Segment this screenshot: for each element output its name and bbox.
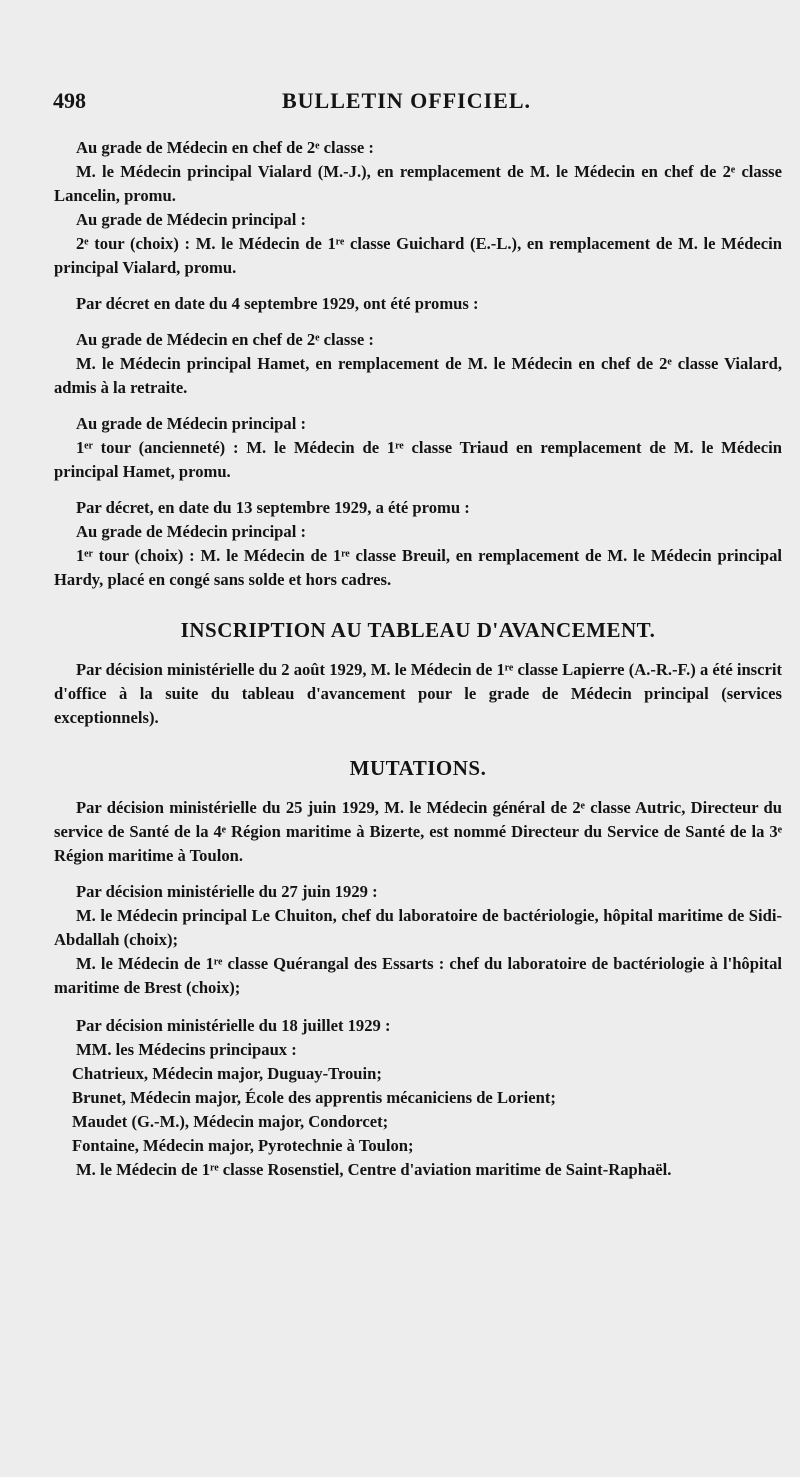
grade-heading: Au grade de Médecin principal :: [76, 414, 306, 433]
list-item: Maudet (G.-M.), Médecin major, Condorcet;: [72, 1112, 389, 1131]
paragraph: 1ᵉʳ tour (ancienneté) : M. le Médecin de 1ʳᵉ classe Triaud en remplacement de M. le Médecin principal Hamet, promu.: [54, 438, 782, 481]
page-number: 498: [53, 88, 86, 113]
grade-heading: Au grade de Médecin principal :: [76, 522, 306, 541]
list-item: Chatrieux, Médecin major, Duguay-Trouin;: [72, 1064, 382, 1083]
list-item: Fontaine, Médecin major, Pyrotechnie à Toulon;: [72, 1136, 414, 1155]
grade-heading: Au grade de Médecin principal :: [76, 210, 306, 229]
decision-paragraph: Par décision ministérielle du 18 juillet 1929 :: [76, 1016, 391, 1035]
paragraph: 2ᵉ tour (choix) : M. le Médecin de 1ʳᵉ classe Guichard (E.-L.), en remplacement de M. le Médecin principal Vialard, promu.: [54, 234, 782, 277]
paragraph: Par décision ministérielle du 25 juin 1929, M. le Médecin général de 2ᵉ classe Autric, Directeur du service de Santé de la 4ᵉ Région maritime à Bizerte, est nommé Directeur du Service de Santé de la 3ᵉ Région maritime à Toulon.: [54, 798, 782, 865]
paragraph: MM. les Médecins principaux :: [76, 1040, 297, 1059]
paragraph: M. le Médecin de 1ʳᵉ classe Rosenstiel, Centre d'aviation maritime de Saint-Raphaël.: [76, 1160, 672, 1179]
paragraph: M. le Médecin principal Hamet, en remplacement de M. le Médecin en chef de 2ᵉ classe Vialard, admis à la retraite.: [54, 354, 782, 397]
decree-paragraph: Par décret en date du 4 septembre 1929, ont été promus :: [76, 294, 479, 313]
paragraph: 1ᵉʳ tour (choix) : M. le Médecin de 1ʳᵉ classe Breuil, en remplacement de M. le Médecin principal Hardy, placé en congé sans solde et hors cadres.: [54, 546, 782, 589]
section-title-inscription: INSCRIPTION AU TABLEAU D'AVANCEMENT.: [180, 618, 656, 642]
paragraph: Par décision ministérielle du 2 août 1929, M. le Médecin de 1ʳᵉ classe Lapierre (A.-R.-F.) a été inscrit d'office à la suite du tableau d'avancement pour le grade de Médecin principal (services exceptionnels).: [54, 660, 782, 727]
running-title: BULLETIN OFFICIEL.: [281, 88, 532, 113]
page-header: [53, 88, 760, 128]
grade-heading: Au grade de Médecin en chef de 2ᵉ classe :: [76, 138, 374, 157]
decision-paragraph: Par décision ministérielle du 27 juin 1929 :: [76, 882, 378, 901]
decree-paragraph: Par décret, en date du 13 septembre 1929, a été promu :: [76, 498, 470, 517]
section-title-mutations: MUTATIONS.: [349, 756, 487, 780]
paragraph: M. le Médecin principal Le Chuiton, chef du laboratoire de bactériologie, hôpital maritime de Sidi-Abdallah (choix);: [54, 906, 782, 949]
paragraph: M. le Médecin de 1ʳᵉ classe Quérangal des Essarts : chef du laboratoire de bactériologie à l'hôpital maritime de Brest (choix);: [54, 954, 782, 997]
list-item: Brunet, Médecin major, École des apprentis mécaniciens de Lorient;: [72, 1088, 556, 1107]
paragraph: M. le Médecin principal Vialard (M.-J.), en remplacement de M. le Médecin en chef de 2ᵉ classe Lancelin, promu.: [54, 162, 782, 205]
document-body: [54, 136, 782, 1182]
grade-heading: Au grade de Médecin en chef de 2ᵉ classe :: [76, 330, 374, 349]
